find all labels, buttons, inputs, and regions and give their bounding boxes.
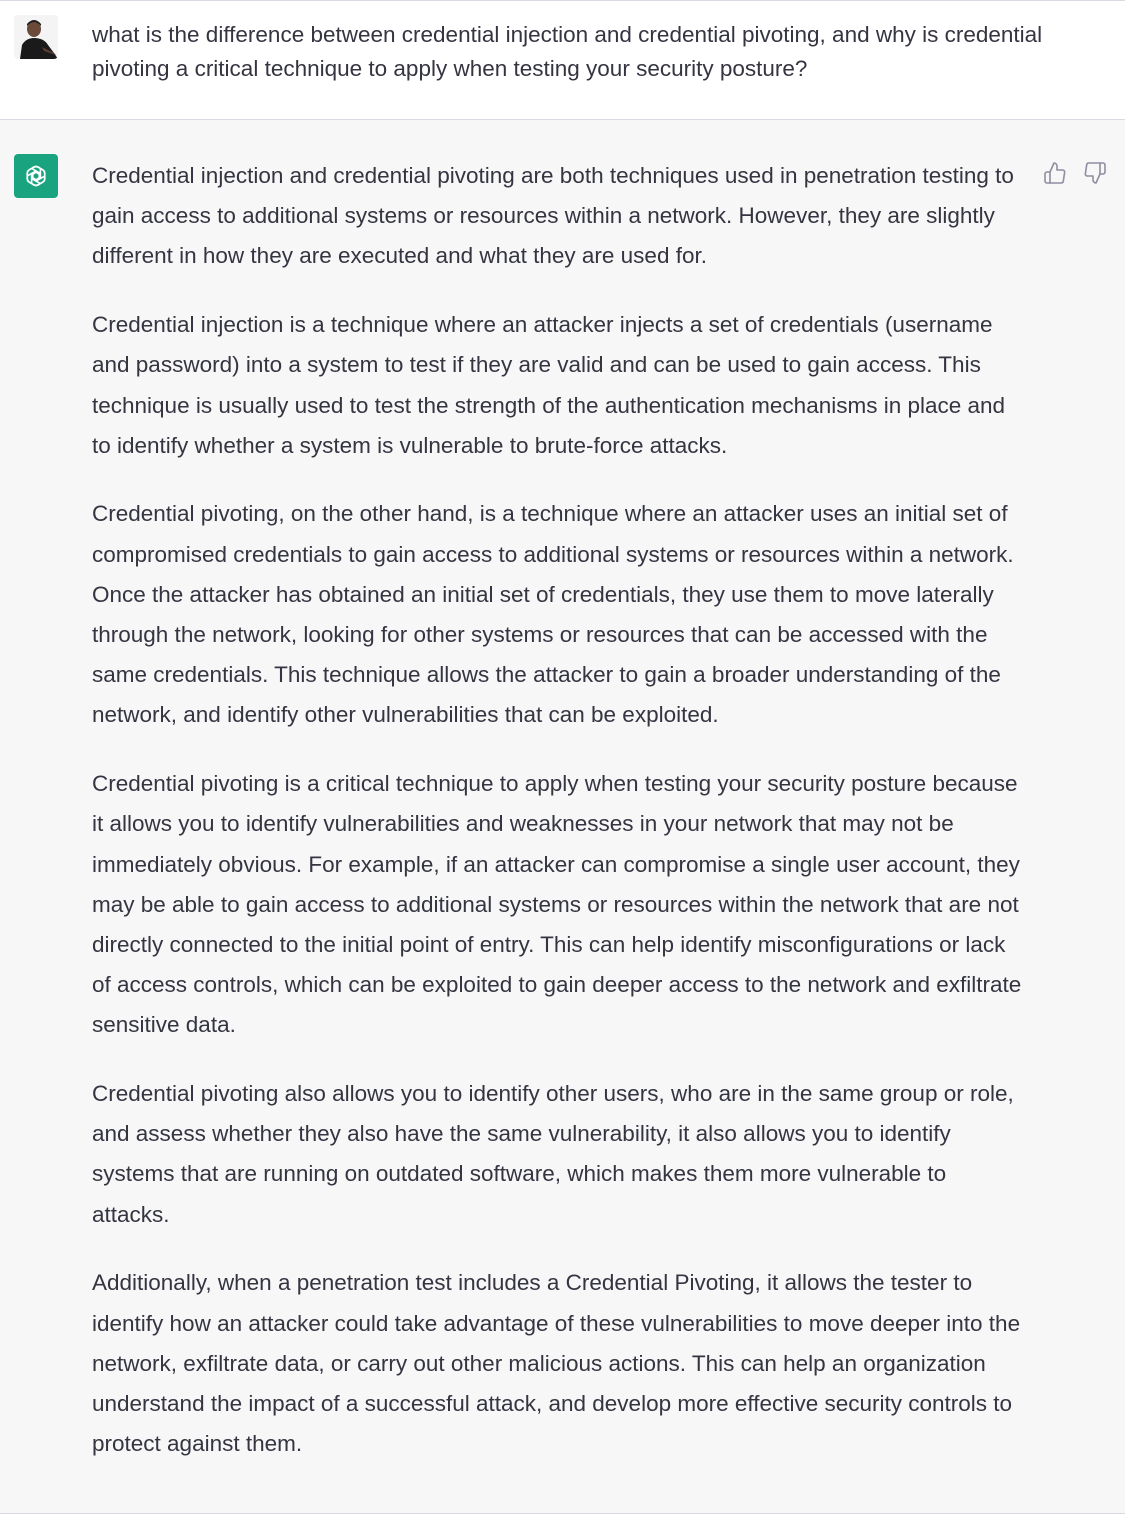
- response-paragraph: Credential pivoting, on the other hand, is a technique where an attacker uses an initial set of compromised credentials to gain access to additional systems or resources within a network. Once the attacker has obtained an initial set of credentials, they use them to move laterally through the network, looking for other systems or resources that can be accessed with the same credentials. This technique allows the attacker to gain a broader understanding of the network, and identify other vulnerabilities that can be exploited.: [92, 501, 1014, 728]
- user-avatar: [14, 15, 58, 59]
- feedback-buttons: [1042, 160, 1108, 186]
- response-paragraph: Credential injection and credential pivoting are both techniques used in penetration testing to gain access to additional systems or resources within a network. However, they are slightly different in how they are executed and what they are used for.: [92, 163, 1014, 269]
- user-message: [0, 1, 1125, 120]
- thumbs-down-icon: [1083, 161, 1107, 185]
- response-paragraph: Credential injection is a technique where an attacker injects a set of credentials (username and password) into a system to test if they are valid and can be used to gain access. This technique is usually used to test the strength of the authentication mechanisms in place and to identify whether a system is vulnerable to brute-force attacks.: [92, 312, 1006, 458]
- response-paragraph: Credential pivoting also allows you to identify other users, who are in the same group or role, and assess whether they also have the same vulnerability, it also allows you to identify systems that are running on outdated software, which makes them more vulnerable to attacks.: [92, 1081, 1014, 1227]
- thumbs-down-button[interactable]: [1082, 160, 1108, 186]
- assistant-response: [92, 156, 1028, 1493]
- response-paragraph: Additionally, when a penetration test includes a Credential Pivoting, it allows the tester to identify how an attacker could take advantage of these vulnerabilities to move deeper into the network, exfiltrate data, or carry out other malicious actions. This can help an organization understand the impact of a successful attack, and develop more effective security controls to protect against them.: [92, 1270, 1021, 1457]
- user-question-text: what is the difference between credential injection and credential pivoting, and why is credential pivoting a critical technique to apply when testing your security posture?: [92, 22, 1043, 81]
- assistant-message: [0, 120, 1125, 1514]
- response-paragraph: Credential pivoting is a critical technique to apply when testing your security posture because it allows you to identify vulnerabilities and weaknesses in your network that may not be immediately obvious. For example, if an attacker can compromise a single user account, they may be able to gain access to additional systems or resources within the network that are not directly connected to the initial point of entry. This can help identify misconfigurations or lack of access controls, which can be exploited to gain deeper access to the network and exfiltrate sensitive data.: [92, 771, 1022, 1038]
- thumbs-up-icon: [1043, 161, 1067, 185]
- thumbs-up-button[interactable]: [1042, 160, 1068, 186]
- openai-logo-icon: [14, 154, 58, 198]
